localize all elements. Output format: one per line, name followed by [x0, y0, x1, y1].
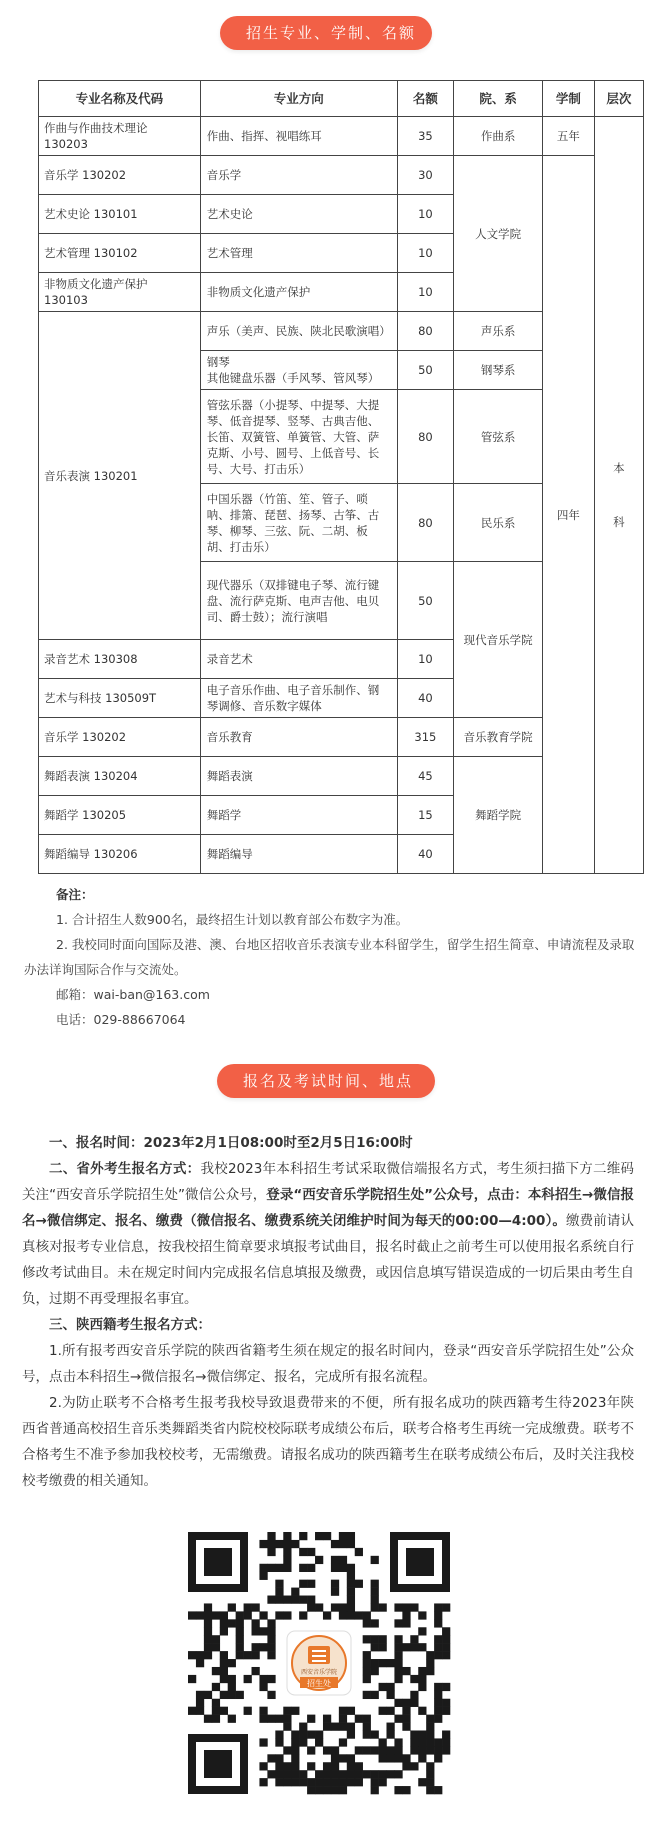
direction-cell: 艺术史论	[200, 195, 397, 234]
direction-cell: 钢琴 其他键盘乐器（手风琴、管风琴）	[200, 351, 397, 390]
direction-cell: 管弦乐器（小提琴、中提琴、大提琴、低音提琴、竖琴、古典吉他、长笛、双簧管、单簧管、大管、萨克斯、小号、圆号、上低音号、长号、大号、打击乐）	[200, 390, 397, 484]
wechat-qr-code	[184, 1528, 454, 1798]
dept-cell: 人文学院	[454, 156, 543, 312]
header-major: 专业名称及代码	[39, 81, 201, 117]
quota-cell: 45	[397, 757, 453, 796]
direction-cell: 中国乐器（竹笛、笙、管子、唢呐、排箫、琵琶、扬琴、古筝、古琴、柳琴、三弦、阮、二胡、板胡、打击乐）	[200, 484, 397, 562]
out-of-province-text-1: 我校2023年本科招生考试采取微信端报名方式，考生须扫描下方二维码关注“西安音乐学院招生处”微信公众号，	[22, 1161, 635, 1203]
major-cell: 舞蹈表演 130204	[39, 757, 201, 796]
dept-cell: 作曲系	[454, 117, 543, 156]
level-cell	[594, 117, 643, 874]
out-of-province-heading: 二、省外考生报名方式：	[49, 1161, 201, 1177]
major-cell: 非物质文化遗产保护 130103	[39, 273, 201, 312]
major-cell: 艺术史论 130101	[39, 195, 201, 234]
years-cell: 四年	[543, 156, 595, 874]
shaanxi-paragraph-1: 1.所有报考西安音乐学院的陕西省籍考生须在规定的报名时间内，登录“西安音乐学院招生处”公众号，点击本科招生→微信报名→微信绑定、报名，完成所有报名流程。	[22, 1343, 634, 1385]
direction-cell: 音乐教育	[200, 718, 397, 757]
quota-cell: 50	[397, 562, 453, 640]
direction-cell: 声乐（美声、民族、陕北民歌演唱）	[200, 312, 397, 351]
qr-code-image	[184, 1528, 454, 1798]
notes-block	[24, 882, 636, 1032]
header-level: 层次	[594, 81, 643, 117]
quota-cell: 315	[397, 718, 453, 757]
section-title-majors: 招生专业、学制、名额	[220, 16, 432, 50]
shaanxi-heading: 三、陕西籍考生报名方式：	[49, 1317, 211, 1333]
direction-cell: 非物质文化遗产保护	[200, 273, 397, 312]
table-row	[39, 117, 644, 156]
out-of-province-paragraph	[22, 1156, 634, 1312]
direction-cell: 音乐学	[200, 156, 397, 195]
direction-cell: 舞蹈编导	[200, 835, 397, 874]
direction-cell: 作曲、指挥、视唱练耳	[200, 117, 397, 156]
dept-cell: 民乐系	[454, 484, 543, 562]
enrollment-table	[38, 80, 644, 874]
direction-cell: 艺术管理	[200, 234, 397, 273]
quota-cell: 15	[397, 796, 453, 835]
notes-phone-line	[56, 1007, 636, 1032]
dept-cell: 现代音乐学院	[454, 562, 543, 718]
header-years: 学制	[543, 81, 595, 117]
direction-cell: 录音艺术	[200, 640, 397, 679]
reg-time-paragraph: 一、报名时间：2023年2月1日08:00时至2月5日16:00时	[49, 1135, 413, 1151]
quota-cell: 50	[397, 351, 453, 390]
dept-cell: 声乐系	[454, 312, 543, 351]
quota-cell: 10	[397, 273, 453, 312]
direction-cell: 舞蹈表演	[200, 757, 397, 796]
quota-cell: 80	[397, 390, 453, 484]
major-cell: 音乐学 130202	[39, 156, 201, 195]
years-cell: 五年	[543, 117, 595, 156]
table-header-row	[39, 81, 644, 117]
header-direction: 专业方向	[200, 81, 397, 117]
quota-cell: 10	[397, 234, 453, 273]
shaanxi-paragraph-2	[22, 1390, 634, 1494]
major-cell: 艺术与科技 130509T	[39, 679, 201, 718]
shaanxi-text-b: 联考不合格考生不准予参加我校校考，无需缴费。请报名成功的陕西籍考生在联考成绩公布后，及时关注我校校考缴费的相关通知。	[22, 1421, 635, 1489]
note-item-2: 2. 我校同时面向国际及港、澳、台地区招收音乐表演专业本科留学生，留学生招生简章、申请流程及录取办法详询国际合作与交流处。	[24, 937, 635, 977]
quota-cell: 30	[397, 156, 453, 195]
header-quota: 名额	[397, 81, 453, 117]
major-cell: 音乐学 130202	[39, 718, 201, 757]
level-text-1: 本	[613, 461, 625, 475]
quota-cell: 40	[397, 679, 453, 718]
section-title-registration: 报名及考试时间、地点	[217, 1064, 435, 1098]
direction-cell: 电子音乐作曲、电子音乐制作、钢琴调修、音乐数字媒体	[200, 679, 397, 718]
major-cell: 录音艺术 130308	[39, 640, 201, 679]
level-text-2: 科	[613, 515, 625, 529]
table-row	[39, 156, 644, 195]
email-label: 邮箱：	[56, 987, 94, 1002]
quota-cell: 40	[397, 835, 453, 874]
shaanxi-text-a: 2.为防止联考不合格考生报考我校导致退费带来的不便，所有报名成功的陕西籍考生待2023年陕西省普通高校招生音乐类舞蹈类省内院校校际联考成绩公布后，联考合格考生再统一完成缴费。	[22, 1395, 634, 1437]
quota-cell: 35	[397, 117, 453, 156]
note-item-1: 1. 合计招生人数900名，最终招生计划以教育部公布数字为准。	[56, 912, 409, 927]
dept-cell: 音乐教育学院	[454, 718, 543, 757]
major-cell: 作曲与作曲技术理论 130203	[39, 117, 201, 156]
phone-label: 电话：	[56, 1012, 94, 1027]
notes-email-line	[56, 982, 636, 1007]
dept-cell: 舞蹈学院	[454, 757, 543, 874]
logo-school-name: 西安音乐学院	[300, 1669, 338, 1676]
quota-cell: 80	[397, 312, 453, 351]
quota-cell: 10	[397, 640, 453, 679]
major-cell: 音乐表演 130201	[39, 312, 201, 640]
registration-body	[22, 1130, 634, 1494]
dept-cell: 管弦系	[454, 390, 543, 484]
major-cell: 舞蹈编导 130206	[39, 835, 201, 874]
header-dept: 院、系	[454, 81, 543, 117]
direction-cell: 现代器乐（双排键电子琴、流行键盘、流行萨克斯、电声吉他、电贝司、爵士鼓）；流行演唱	[200, 562, 397, 640]
email-value: wai-ban@163.com	[93, 987, 210, 1002]
major-cell: 舞蹈学 130205	[39, 796, 201, 835]
logo-office-name: 招生处	[307, 1679, 331, 1688]
dept-cell: 钢琴系	[454, 351, 543, 390]
out-of-province-text-2: 登录“西安音乐学院招生处”公众号，点击：本科招生→微信报名→微信绑定、报名、缴费（微信报名、缴费系统关闭维护时间为每天的00:00—4:00）。	[22, 1187, 634, 1229]
quota-cell: 10	[397, 195, 453, 234]
quota-cell: 80	[397, 484, 453, 562]
direction-cell: 舞蹈学	[200, 796, 397, 835]
major-cell: 艺术管理 130102	[39, 234, 201, 273]
notes-title: 备注：	[56, 887, 94, 902]
phone-value: 029-88667064	[93, 1012, 186, 1027]
out-of-province-text-3: 缴费前请认真核对报考专业信息，按我校招生简章要求填报考试曲目，报名时截止之前考生可以使用报名系统自行修改考试曲目。未在规定时间内完成报名信息填报及缴费，或因信息填写错误造成的一切后果由考生自负，过期不再受理报名事宜。	[22, 1213, 634, 1307]
